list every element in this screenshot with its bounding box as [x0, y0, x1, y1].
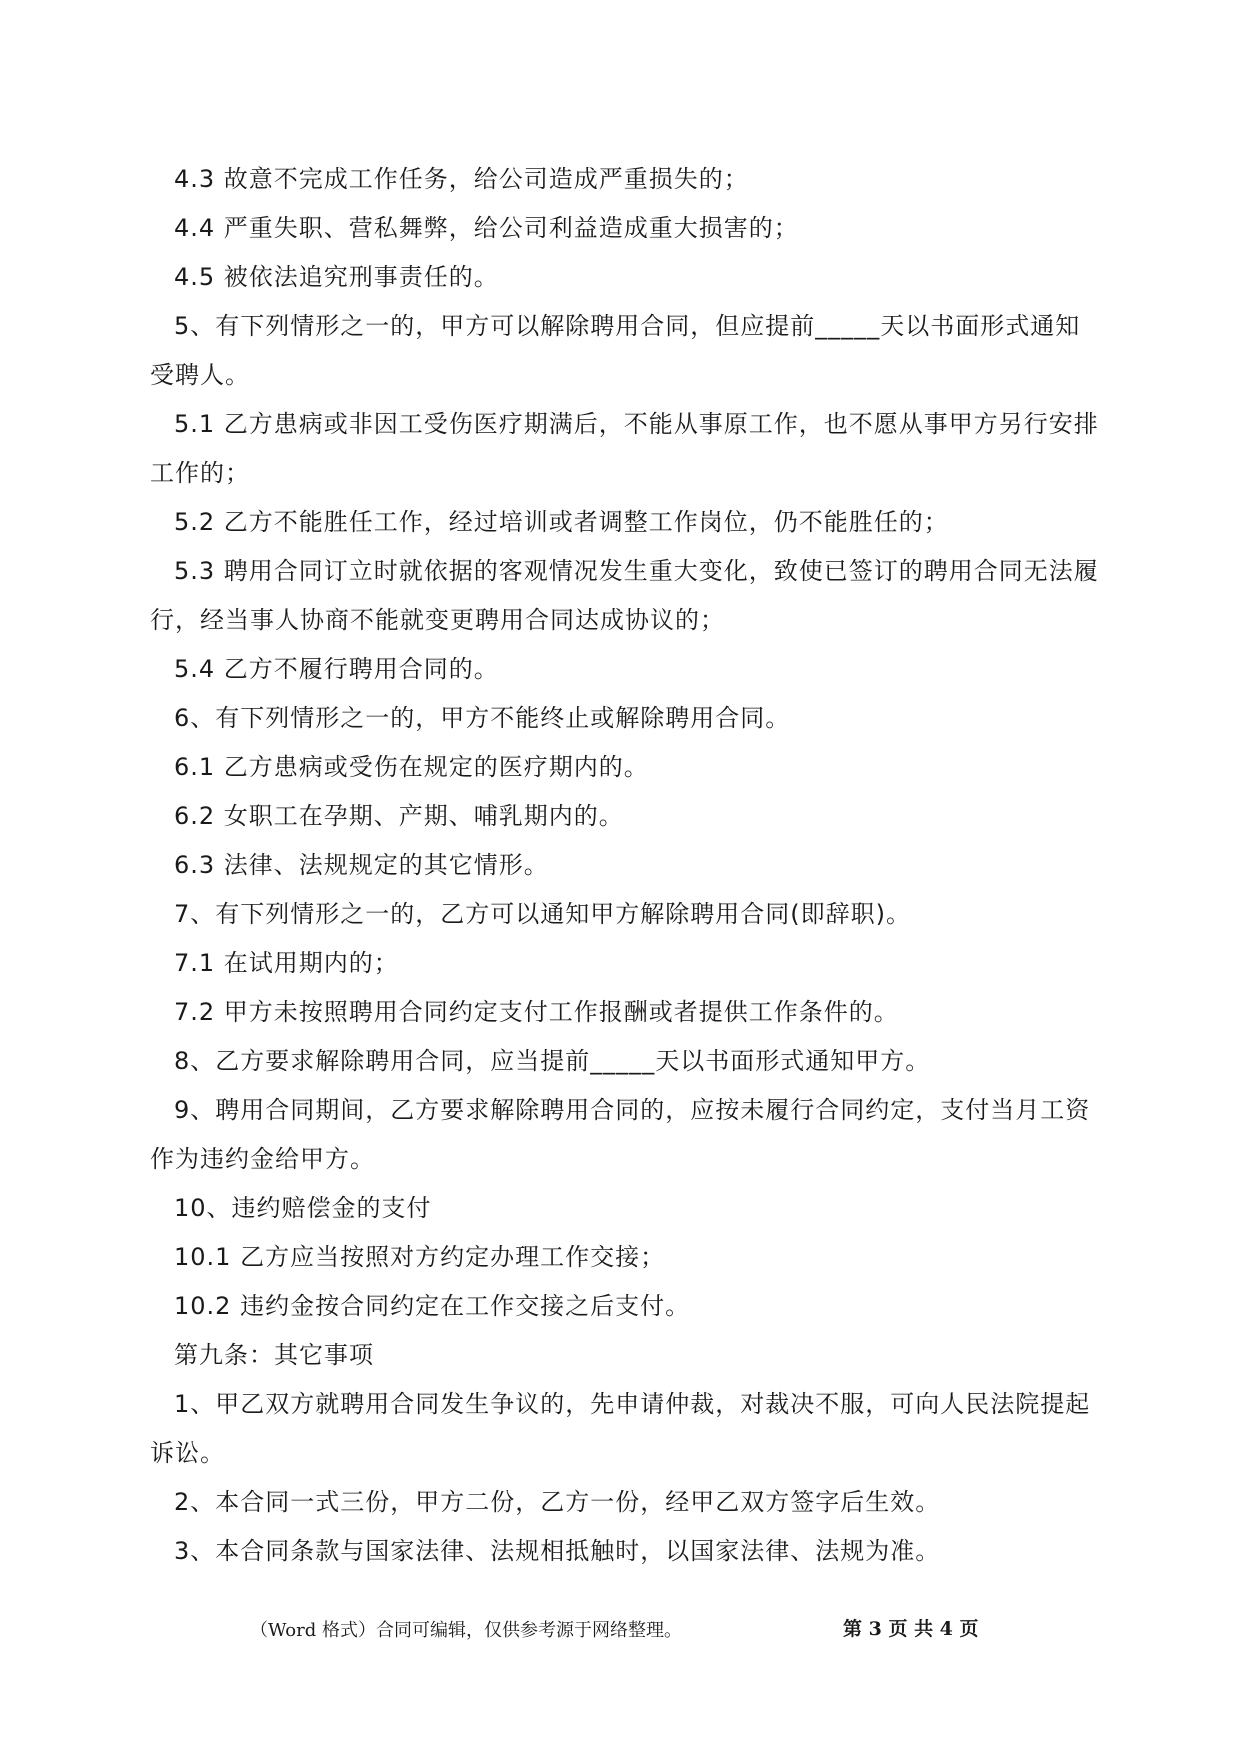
paragraph: 4.4 严重失职、营私舞弊，给公司利益造成重大损害的；: [174, 214, 799, 242]
footer-note: （Word 格式）合同可编辑，仅供参考源于网络整理。: [250, 1620, 682, 1641]
paragraph: 6.3 法律、法规规定的其它情形。: [174, 851, 549, 879]
paragraph: 5.3 聘用合同订立时就依据的客观情况发生重大变化，致使已签订的聘用合同无法履: [174, 557, 1099, 585]
paragraph: 1、甲乙双方就聘用合同发生争议的，先申请仲裁，对裁决不服，可向人民法院提起: [174, 1390, 1091, 1418]
page-number: 第 3 页 共 4 页: [843, 1618, 979, 1640]
paragraph: 4.3 故意不完成工作任务，给公司造成严重损失的；: [174, 165, 749, 193]
paragraph: 5.2 乙方不能胜任工作，经过培训或者调整工作岗位，仍不能胜任的；: [174, 508, 949, 536]
paragraph: 5.4 乙方不履行聘用合同的。: [174, 655, 499, 683]
paragraph: 7.1 在试用期内的；: [174, 949, 399, 977]
paragraph: 受聘人。: [150, 361, 250, 389]
paragraph: 8、乙方要求解除聘用合同，应当提前_____天以书面形式通知甲方。: [174, 1047, 931, 1075]
paragraph: 10.2 违约金按合同约定在工作交接之后支付。: [174, 1292, 691, 1320]
paragraph: 4.5 被依法追究刑事责任的。: [174, 263, 499, 291]
paragraph: 10.1 乙方应当按照对方约定办理工作交接；: [174, 1243, 666, 1271]
paragraph: 7、有下列情形之一的，乙方可以通知甲方解除聘用合同(即辞职)。: [174, 900, 911, 928]
paragraph: 工作的；: [150, 459, 250, 487]
paragraph: 6.1 乙方患病或受伤在规定的医疗期内的。: [174, 753, 649, 781]
paragraph: 诉讼。: [150, 1439, 225, 1467]
paragraph: 10、违约赔偿金的支付: [174, 1194, 432, 1222]
paragraph: 3、本合同条款与国家法律、法规相抵触时，以国家法律、法规为准。: [174, 1537, 941, 1565]
paragraph: 5、有下列情形之一的，甲方可以解除聘用合同，但应提前_____天以书面形式通知: [174, 312, 1081, 340]
document-body: [150, 155, 1100, 1576]
paragraph: 作为违约金给甲方。: [150, 1145, 375, 1173]
paragraph: 7.2 甲方未按照聘用合同约定支付工作报酬或者提供工作条件的。: [174, 998, 899, 1026]
paragraph: 9、聘用合同期间，乙方要求解除聘用合同的，应按未履行合同约定，支付当月工资: [174, 1096, 1091, 1124]
section-heading: 第九条：其它事项: [174, 1341, 374, 1369]
paragraph: 2、本合同一式三份，甲方二份，乙方一份，经甲乙双方签字后生效。: [174, 1488, 941, 1516]
paragraph: 6.2 女职工在孕期、产期、哺乳期内的。: [174, 802, 624, 830]
paragraph: 6、有下列情形之一的，甲方不能终止或解除聘用合同。: [174, 704, 791, 732]
paragraph: 行，经当事人协商不能就变更聘用合同达成协议的；: [150, 606, 725, 634]
paragraph: 5.1 乙方患病或非因工受伤医疗期满后，不能从事原工作，也不愿从事甲方另行安排: [174, 410, 1099, 438]
